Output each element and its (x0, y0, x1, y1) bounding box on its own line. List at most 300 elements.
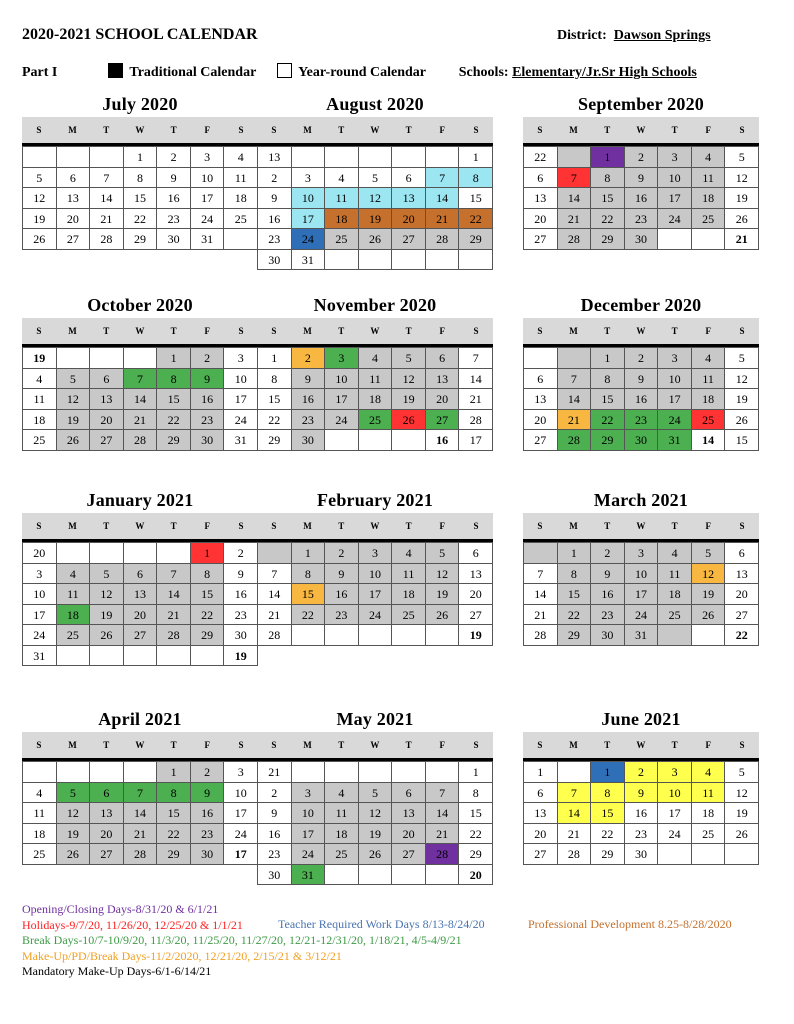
day-cell: 15 (258, 389, 292, 410)
empty-cell (392, 762, 426, 783)
month-title: September 2020 (578, 94, 704, 114)
weekday-label: S (537, 326, 543, 336)
empty-cell (57, 147, 91, 168)
day-cell: 3 (658, 762, 692, 783)
day-cell: 24 (658, 410, 692, 431)
day-cell: 10 (292, 803, 326, 824)
day-cell: 25 (23, 844, 57, 865)
day-cell: 13 (392, 188, 426, 209)
day-cell: 31 (625, 625, 659, 646)
weekday-label: T (671, 740, 678, 750)
day-cell: 28 (124, 844, 158, 865)
day-cell: 26 (725, 410, 759, 431)
weekday-label: T (103, 521, 110, 531)
day-cell: 6 (459, 543, 493, 564)
day-cell: 8 (157, 369, 191, 390)
day-cell: 10 (658, 783, 692, 804)
day-cell: 17 (224, 389, 258, 410)
day-cell: 11 (359, 369, 393, 390)
day-cell: 11 (692, 783, 726, 804)
day-cell: 5 (57, 369, 91, 390)
day-cell: 30 (625, 430, 659, 451)
day-cell: 12 (23, 188, 57, 209)
day-cell: 3 (292, 168, 326, 189)
district-value: Dawson Springs (613, 28, 711, 43)
day-cell: 12 (57, 803, 91, 824)
empty-cell (459, 250, 493, 271)
day-cell: 2 (292, 348, 326, 369)
weekday-label: M (303, 521, 312, 531)
day-cell: 4 (692, 147, 726, 168)
empty-cell (359, 865, 393, 886)
weekday-label: S (271, 521, 277, 531)
day-cell: 13 (459, 564, 493, 585)
month-grid (257, 347, 493, 451)
weekday-label: M (303, 125, 312, 135)
day-cell: 16 (591, 584, 625, 605)
day-cell: 28 (90, 229, 124, 250)
day-cell: 15 (459, 188, 493, 209)
empty-cell (359, 625, 393, 646)
day-cell: 24 (658, 824, 692, 845)
day-cell: 11 (658, 564, 692, 585)
day-cell: 6 (426, 348, 460, 369)
month-calendar (22, 489, 258, 666)
day-cell: 9 (224, 564, 258, 585)
day-cell: 10 (224, 783, 258, 804)
empty-cell (392, 250, 426, 271)
empty-cell (23, 147, 57, 168)
weekday-label: S (271, 740, 277, 750)
day-cell: 3 (325, 348, 359, 369)
weekday-label: T (338, 740, 345, 750)
day-cell: 18 (359, 389, 393, 410)
day-cell: 10 (658, 369, 692, 390)
month-title: February 2021 (316, 490, 434, 510)
day-cell: 29 (459, 844, 493, 865)
day-cell: 11 (224, 168, 258, 189)
day-cell: 16 (292, 389, 326, 410)
empty-cell (57, 348, 91, 369)
weekday-label: W (370, 521, 380, 531)
day-cell: 13 (90, 803, 124, 824)
day-cell: 16 (258, 209, 292, 230)
empty-cell (426, 625, 460, 646)
day-cell: 11 (692, 168, 726, 189)
empty-cell (90, 147, 124, 168)
day-cell: 29 (459, 229, 493, 250)
weekday-label: F (204, 326, 211, 336)
day-cell: 22 (157, 824, 191, 845)
empty-cell (57, 646, 91, 667)
empty-cell (392, 430, 426, 451)
day-cell: 22 (459, 824, 493, 845)
day-cell: 15 (124, 188, 158, 209)
weekday-label: M (68, 521, 77, 531)
weekday-label: W (636, 326, 646, 336)
day-cell: 19 (725, 389, 759, 410)
day-cell: 4 (658, 543, 692, 564)
yearround-checkbox-icon[interactable] (277, 63, 292, 78)
day-cell: 23 (325, 605, 359, 626)
day-cell: 25 (325, 229, 359, 250)
day-cell: 22 (591, 410, 625, 431)
day-cell: 18 (325, 824, 359, 845)
month-title: March 2021 (593, 490, 689, 510)
weekday-label: S (238, 125, 244, 135)
weekday-label: T (103, 326, 110, 336)
month-title: December 2020 (580, 295, 702, 315)
day-cell: 19 (359, 209, 393, 230)
month-calendar (257, 708, 493, 885)
empty-cell (725, 844, 759, 865)
month-grid (523, 347, 759, 451)
day-cell: 9 (191, 783, 225, 804)
day-cell: 22 (292, 605, 326, 626)
day-cell: 8 (292, 564, 326, 585)
day-cell: 16 (625, 803, 659, 824)
weekday-label: F (204, 521, 211, 531)
day-cell: 13 (524, 389, 558, 410)
day-cell: 22 (558, 605, 592, 626)
empty-cell (426, 250, 460, 271)
day-cell: 24 (191, 209, 225, 230)
empty-cell (558, 348, 592, 369)
day-cell: 14 (426, 188, 460, 209)
weekday-label: W (636, 740, 646, 750)
day-cell: 3 (224, 762, 258, 783)
day-cell: 17 (292, 824, 326, 845)
day-cell: 23 (258, 844, 292, 865)
day-cell: 23 (591, 605, 625, 626)
day-cell: 25 (224, 209, 258, 230)
day-cell: 7 (558, 369, 592, 390)
traditional-checkbox-icon[interactable] (108, 63, 123, 78)
weekday-header (257, 732, 493, 758)
day-cell: 24 (224, 824, 258, 845)
day-cell: 7 (124, 369, 158, 390)
day-cell: 5 (725, 348, 759, 369)
weekday-label: M (303, 326, 312, 336)
day-cell: 8 (591, 783, 625, 804)
day-cell: 4 (325, 168, 359, 189)
day-cell: 12 (692, 564, 726, 585)
month-calendar (22, 93, 258, 250)
day-cell: 9 (292, 369, 326, 390)
day-cell: 7 (426, 168, 460, 189)
day-cell: 2 (157, 147, 191, 168)
day-cell: 30 (224, 625, 258, 646)
day-cell: 2 (625, 762, 659, 783)
day-cell: 22 (459, 209, 493, 230)
day-cell: 3 (224, 348, 258, 369)
day-cell: 21 (124, 824, 158, 845)
day-cell: 31 (292, 865, 326, 886)
day-cell: 15 (591, 188, 625, 209)
weekday-label: S (36, 740, 42, 750)
weekday-header (257, 318, 493, 344)
weekday-label: W (135, 125, 145, 135)
day-cell: 27 (392, 844, 426, 865)
day-cell: 20 (392, 824, 426, 845)
weekday-label: T (170, 326, 177, 336)
weekday-label: S (473, 326, 479, 336)
day-cell: 9 (157, 168, 191, 189)
day-cell: 25 (692, 410, 726, 431)
day-cell: 2 (258, 168, 292, 189)
day-cell: 3 (658, 147, 692, 168)
weekday-label: S (271, 326, 277, 336)
day-cell: 26 (359, 844, 393, 865)
page-title: 2020-2021 SCHOOL CALENDAR (22, 26, 258, 43)
weekday-label: M (68, 326, 77, 336)
weekday-label: T (170, 521, 177, 531)
district-line (557, 28, 711, 44)
month-grid (22, 347, 258, 451)
month-calendar (22, 708, 258, 865)
day-cell: 21 (426, 209, 460, 230)
weekday-label: S (537, 521, 543, 531)
month-title: October 2020 (87, 295, 193, 315)
day-cell: 11 (392, 564, 426, 585)
day-cell: 6 (392, 783, 426, 804)
day-cell: 6 (124, 564, 158, 585)
day-cell: 2 (258, 783, 292, 804)
day-cell: 19 (23, 348, 57, 369)
weekday-label: W (636, 521, 646, 531)
empty-cell (90, 543, 124, 564)
day-cell: 5 (23, 168, 57, 189)
day-cell: 23 (224, 605, 258, 626)
day-cell: 18 (658, 584, 692, 605)
day-cell: 24 (625, 605, 659, 626)
weekday-label: W (370, 326, 380, 336)
day-cell: 14 (558, 188, 592, 209)
day-cell: 16 (224, 584, 258, 605)
day-cell: 14 (558, 803, 592, 824)
day-cell: 23 (157, 209, 191, 230)
day-cell: 20 (524, 824, 558, 845)
empty-cell (359, 762, 393, 783)
day-cell: 22 (258, 410, 292, 431)
day-cell: 23 (191, 410, 225, 431)
day-cell: 19 (392, 389, 426, 410)
day-cell: 5 (426, 543, 460, 564)
day-cell: 14 (157, 584, 191, 605)
day-cell: 6 (90, 783, 124, 804)
day-cell: 1 (591, 147, 625, 168)
weekday-label: T (604, 326, 611, 336)
day-cell: 7 (90, 168, 124, 189)
weekday-label: W (370, 740, 380, 750)
day-cell: 30 (591, 625, 625, 646)
day-cell: 1 (558, 543, 592, 564)
day-cell: 6 (524, 783, 558, 804)
day-cell: 9 (591, 564, 625, 585)
empty-cell (426, 762, 460, 783)
weekday-label: S (271, 125, 277, 135)
day-cell: 22 (725, 625, 759, 646)
empty-cell (359, 430, 393, 451)
weekday-label: S (36, 326, 42, 336)
day-cell: 7 (558, 168, 592, 189)
day-cell: 27 (459, 605, 493, 626)
day-cell: 20 (90, 410, 124, 431)
day-cell: 27 (57, 229, 91, 250)
day-cell: 27 (124, 625, 158, 646)
day-cell: 5 (57, 783, 91, 804)
day-cell: 24 (224, 410, 258, 431)
weekday-label: W (370, 125, 380, 135)
weekday-label: T (338, 326, 345, 336)
day-cell: 14 (426, 803, 460, 824)
day-cell: 9 (625, 783, 659, 804)
day-cell: 12 (426, 564, 460, 585)
day-cell: 28 (558, 430, 592, 451)
legend-teacher: Teacher Required Work Days 8/13-8/24/20 (278, 917, 485, 931)
day-cell: 6 (524, 369, 558, 390)
day-cell: 8 (591, 168, 625, 189)
empty-cell (325, 762, 359, 783)
day-cell: 12 (359, 803, 393, 824)
legend-mandatory: Mandatory Make-Up Days-6/1-6/14/21 (22, 964, 212, 978)
empty-cell (23, 762, 57, 783)
day-cell: 10 (292, 188, 326, 209)
day-cell: 9 (258, 803, 292, 824)
day-cell: 3 (658, 348, 692, 369)
day-cell: 20 (524, 209, 558, 230)
day-cell: 1 (524, 762, 558, 783)
empty-cell (524, 543, 558, 564)
day-cell: 16 (325, 584, 359, 605)
day-cell: 1 (459, 762, 493, 783)
day-cell: 18 (224, 188, 258, 209)
empty-cell (359, 147, 393, 168)
day-cell: 30 (191, 844, 225, 865)
weekday-label: M (569, 521, 578, 531)
day-cell: 29 (157, 430, 191, 451)
weekday-label: M (68, 125, 77, 135)
day-cell: 3 (23, 564, 57, 585)
day-cell: 4 (23, 369, 57, 390)
yearround-label: Year-round Calendar (298, 65, 426, 80)
day-cell: 15 (558, 584, 592, 605)
day-cell: 26 (90, 625, 124, 646)
day-cell: 30 (191, 430, 225, 451)
weekday-label: T (671, 521, 678, 531)
day-cell: 6 (392, 168, 426, 189)
day-cell: 23 (625, 410, 659, 431)
day-cell: 4 (23, 783, 57, 804)
weekday-label: F (439, 740, 446, 750)
month-title: May 2021 (336, 709, 414, 729)
day-cell: 17 (325, 389, 359, 410)
day-cell: 27 (725, 605, 759, 626)
day-cell: 10 (191, 168, 225, 189)
day-cell: 3 (191, 147, 225, 168)
day-cell: 13 (90, 389, 124, 410)
day-cell: 11 (57, 584, 91, 605)
day-cell: 30 (258, 250, 292, 271)
day-cell: 8 (258, 369, 292, 390)
day-cell: 31 (292, 250, 326, 271)
weekday-header (22, 732, 258, 758)
day-cell: 3 (359, 543, 393, 564)
day-cell: 22 (591, 824, 625, 845)
day-cell: 27 (90, 430, 124, 451)
weekday-label: T (170, 125, 177, 135)
day-cell: 21 (558, 410, 592, 431)
day-cell: 26 (23, 229, 57, 250)
district-label: District: (557, 28, 607, 43)
day-cell: 26 (57, 844, 91, 865)
day-cell: 26 (725, 824, 759, 845)
day-cell: 13 (57, 188, 91, 209)
month-title: April 2021 (98, 709, 182, 729)
day-cell: 14 (124, 803, 158, 824)
day-cell: 8 (591, 369, 625, 390)
weekday-label: S (36, 125, 42, 135)
day-cell: 1 (191, 543, 225, 564)
empty-cell (258, 543, 292, 564)
day-cell: 14 (459, 369, 493, 390)
day-cell: 21 (157, 605, 191, 626)
day-cell: 12 (57, 389, 91, 410)
day-cell: 21 (558, 824, 592, 845)
weekday-label: S (473, 521, 479, 531)
day-cell: 22 (591, 209, 625, 230)
day-cell: 4 (57, 564, 91, 585)
day-cell: 17 (224, 844, 258, 865)
weekday-header (523, 318, 759, 344)
day-cell: 23 (625, 209, 659, 230)
day-cell: 2 (191, 348, 225, 369)
day-cell: 19 (57, 824, 91, 845)
empty-cell (325, 430, 359, 451)
weekday-label: T (338, 125, 345, 135)
day-cell: 21 (725, 229, 759, 250)
empty-cell (558, 147, 592, 168)
day-cell: 4 (692, 762, 726, 783)
day-cell: 9 (625, 369, 659, 390)
month-calendar (523, 93, 759, 250)
month-calendar (523, 708, 759, 865)
day-cell: 20 (90, 824, 124, 845)
day-cell: 30 (292, 430, 326, 451)
day-cell: 10 (224, 369, 258, 390)
day-cell: 28 (558, 844, 592, 865)
day-cell: 13 (524, 803, 558, 824)
empty-cell (392, 625, 426, 646)
day-cell: 19 (692, 584, 726, 605)
day-cell: 20 (426, 389, 460, 410)
weekday-label: S (238, 521, 244, 531)
day-cell: 8 (191, 564, 225, 585)
day-cell: 6 (90, 369, 124, 390)
day-cell: 15 (191, 584, 225, 605)
month-grid (523, 761, 759, 865)
empty-cell (157, 646, 191, 667)
day-cell: 17 (359, 584, 393, 605)
day-cell: 25 (658, 605, 692, 626)
weekday-label: F (439, 125, 446, 135)
day-cell: 13 (392, 803, 426, 824)
day-cell: 11 (325, 803, 359, 824)
month-calendar (257, 489, 493, 646)
day-cell: 6 (524, 168, 558, 189)
day-cell: 1 (157, 762, 191, 783)
day-cell: 1 (124, 147, 158, 168)
